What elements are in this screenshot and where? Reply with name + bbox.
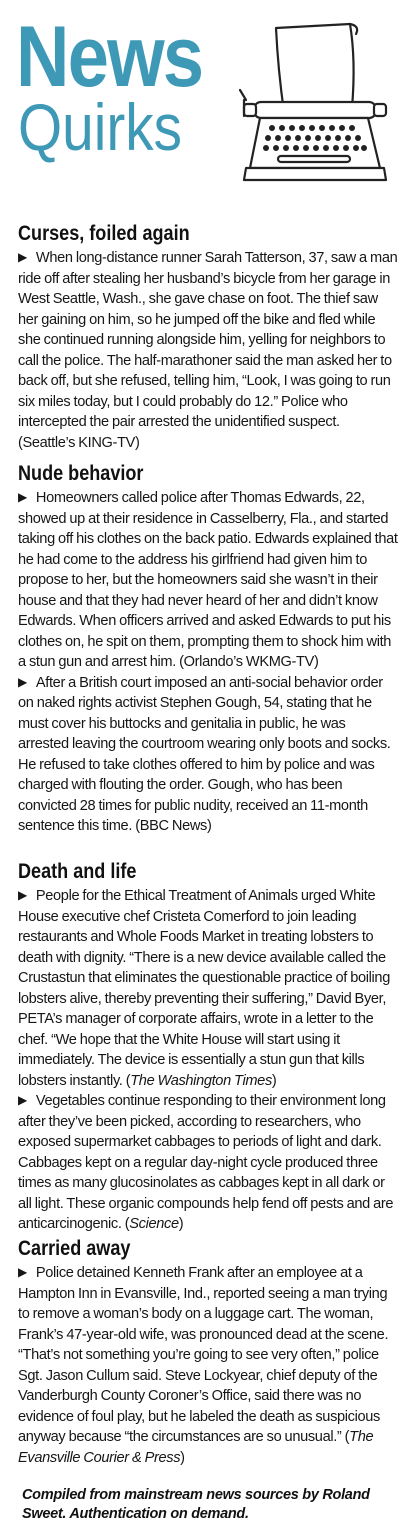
item-text: People for the Ethical Treatment of Animals urged White House executive chef Cristeta Comerford to join leading restaurants and Whole Foods Market in treating lobsters to death with dignity. “There is a new device available called the Crustastun that eliminates the questionable practice of boiling lobsters alive, thereby preventing their suffering,” David Byer, PETA’s manager of corporate affairs, wrote in a letter to the chef. “We hope that the White House will start using it immediately. The device is essentially a stun gun that kills lobsters instantly.: [18, 888, 390, 1089]
article-death-and-life: [18, 860, 398, 1235]
masthead-title-quirks: Quirks: [18, 90, 182, 164]
item-source: The Washington Times: [130, 1072, 272, 1089]
article-carried-away: [18, 1237, 398, 1468]
news-item: [18, 673, 398, 837]
bullet-icon: ▶: [18, 490, 27, 504]
news-item: ▶ Police detained Kenneth Frank after an employee at a Hampton Inn in Evansville, Ind., reported seeing a man trying to remove a woman’s body on a luggage cart. The woman, Frank’s 47-year-old wife, was pronounced dead at the scene. “That’s not something you’re going to see very often,” police Sgt. Jason Cullum said. Steve Lockyear, chief deputy of the Vanderburgh County Coroner’s Office, said there was no evidence of foul play, but he labeled the death as suspicious anyway because “the circumstances are so unusual.” (The Evansville Courier & Press): [18, 1265, 389, 1466]
article-curses-foiled-again: [18, 222, 398, 453]
typewriter-icon: [238, 20, 388, 185]
item-source: Science: [129, 1216, 179, 1232]
news-item: ▶ People for the Ethical Treatment of Animals urged White House executive chef Cristeta Comerford to join leading restaurants and Whole Foods Market in treating lobsters to death with dignity. “There is a new device available called the Crustastun that eliminates the questionable practice of boiling lobsters alive, thereby preventing their suffering,” David Byer, PETA’s manager of corporate affairs, wrote in a letter to the chef. “We hope that the White House will start using it immediately. The device is essentially a stun gun that kills lobsters instantly. (The Washington Times): [18, 888, 390, 1089]
masthead-title-news: News: [16, 9, 203, 105]
item-text: Police detained Kenneth Frank after an employee at a Hampton Inn in Evansville, Ind., reported seeing a man trying to remove a woman’s body on a luggage cart. The woman, Frank’s 47-year-old wife, was pronounced dead at the scene. “That’s not something you’re going to see very often,” police Sgt. Jason Cullum said. Steve Lockyear, chief deputy of the Vanderburgh County Coroner’s Office, said there was no evidence of foul play, but he labeled the death as suspicious anyway because “the circumstances are so unusual.”: [18, 1265, 389, 1445]
masthead: [0, 0, 412, 200]
bullet-icon: ▶: [18, 1265, 27, 1279]
news-item: [18, 488, 398, 673]
section-heading: Curses, foiled again: [18, 222, 190, 245]
item-source: The Evansville Courier & Press: [18, 1429, 374, 1466]
news-item: [18, 248, 398, 453]
bullet-icon: ▶: [18, 1093, 27, 1107]
item-text: After a British court imposed an anti-social behavior order on naked rights activist Stephen Gough, 54, stating that he must cover his buttocks and genitalia in public, he was arrested leaving the courtroom wearing only boots and socks. He refused to take clothes offered to him by police and was charged with flouting the order. Gough, who has been convicted 28 times for public nudity, received an 11-month sentence this time. (BBC News): [18, 674, 391, 834]
bullet-icon: ▶: [18, 674, 27, 689]
item-text: Homeowners called police after Thomas Edwards, 22, showed up at their residence in Casselberry, Fla., and started taking off his clothes on the back patio. Edwards explained that he had come to the address his girlfriend had given him to propose to her, but the homeowners said she wasn’t in their house and that they had never heard of her and didn’t know Edwards. When officers arrived and asked Edwards to put his clothes on, he spit on them, prompting them to shock him with a stun gun and arrest him. (Orlando’s WKMG-TV): [18, 490, 398, 670]
section-heading: Nude behavior: [18, 462, 144, 485]
bullet-icon: ▶: [18, 888, 27, 902]
section-heading: Carried away: [18, 1237, 131, 1260]
section-heading: Death and life: [18, 860, 137, 883]
item-text: Vegetables continue responding to their environment long after they’ve been picked, according to researchers, who exposed supermarket cabbages to periods of light and dark. Cabbages kept on a regular day-night cycle produced three times as many glucosinolates as cabbages kept in all dark or all light. These organic compounds help fend off pests and are anticarcinogenic.: [18, 1093, 394, 1232]
item-text: When long-distance runner Sarah Tatterson, 37, saw a man ride off after stealing her husband’s bicycle from her garage in West Seattle, Wash., she gave chase on foot. The thief saw her gaining on him, so he jumped off the bike and fled while she continued running alongside him, yelling for neighbors to call the police. The half-marathoner said the man asked her to back off, but she refused, telling him, “Look, I was going to run six miles today, but I could probably do 12.” Police who intercepted the pair arrested the unidentified suspect. (Seattle’s KING-TV): [18, 250, 398, 451]
news-item: ▶ Vegetables continue responding to their environment long after they’ve been picked, according to researchers, who exposed supermarket cabbages to periods of light and dark. Cabbages kept on a regular day-night cycle produced three times as many glucosinolates as cabbages kept in all dark or all light. These organic compounds help fend off pests and are anticarcinogenic. (Science): [18, 1093, 394, 1232]
article-nude-behavior: [18, 462, 398, 837]
credit-line: Compiled from mainstream news sources by Roland Sweet. Authentication on demand.: [22, 1487, 370, 1522]
bullet-icon: ▶: [18, 250, 27, 264]
